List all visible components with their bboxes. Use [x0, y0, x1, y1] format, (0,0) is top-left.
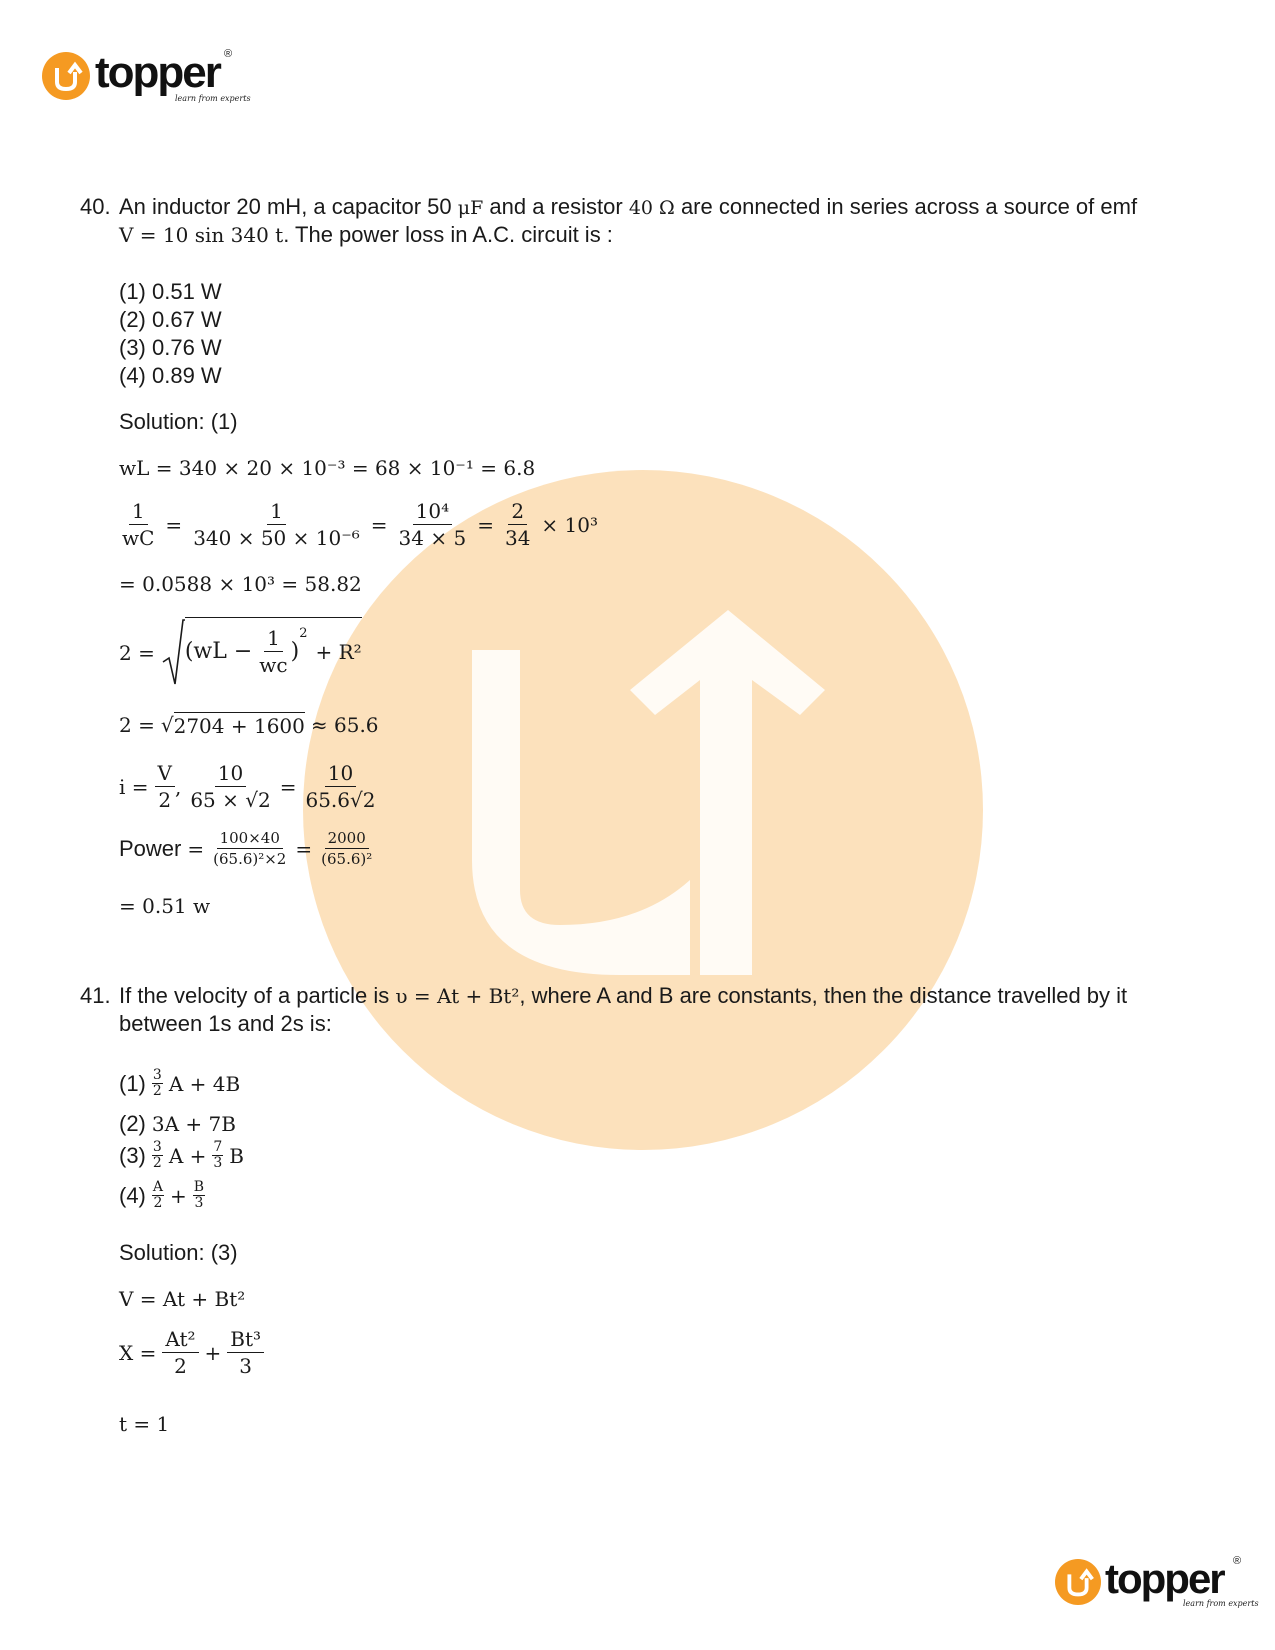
logo-reg-mark: ®	[224, 48, 233, 60]
q40-text-c: are connected in series across a source of emf	[680, 194, 1138, 219]
q41-step-velocity: V = At + Bt²	[119, 1287, 246, 1311]
q41-question-line2: between 1s and 2s is:	[119, 1011, 332, 1036]
footer-logo	[1055, 1555, 1265, 1615]
comma: ,	[174, 774, 182, 799]
sqrt-sign-icon	[161, 618, 185, 688]
frac-10-4: $\frac{\text{10⁴}}{34 \times 5}$	[398, 499, 467, 550]
sqrt-sign-small-icon: √	[160, 713, 174, 737]
q40-step-current	[119, 760, 378, 813]
impedance-value-lhs: 2 =	[119, 713, 155, 737]
q40-step-inductive-reactance: wL = 340 × 20 × 10⁻³ = 68 × 10⁻¹ = 6.8	[119, 456, 536, 480]
equals-sign: =	[370, 512, 388, 537]
frac-b-over-3: $\frac{B}{3}$	[193, 1179, 205, 1211]
q40-line2-text: . The power loss in A.C. circuit is :	[283, 222, 613, 247]
logo-tagline: learn from experts	[175, 94, 251, 103]
power-label: Power	[119, 835, 182, 861]
impedance-r-squared: + R²	[315, 639, 362, 664]
q40-unit-uf: μF	[457, 197, 484, 219]
q40-emf-equation: V = 10 sin 340 t	[119, 223, 284, 247]
option-label: (2)	[119, 1111, 146, 1136]
q41-option-3	[119, 1140, 244, 1171]
q40-step-power-result: = 0.51 w	[119, 894, 211, 918]
q40-option-1: (1) 0.51 W	[119, 279, 222, 304]
q40-text-b: and a resistor	[489, 194, 623, 219]
frac-power-1: $\frac{100\times 40}{\text{(65.6)²×2}}$	[213, 829, 287, 868]
watermark-circle	[303, 470, 983, 1150]
q41-number: 41.	[80, 983, 111, 1008]
frac-bt3-over-3: $\frac{\text{Bt³}}{3}$	[227, 1326, 264, 1379]
q41-step-displacement	[119, 1326, 264, 1379]
logo-badge	[42, 52, 90, 100]
q41-solution-label: Solution: (3)	[119, 1240, 238, 1265]
option-3-mid: A +	[168, 1143, 207, 1168]
footer-logo-reg-mark: ®	[1233, 1555, 1242, 1567]
q40-step-capacitive-reactance	[119, 498, 598, 551]
frac-10-over-65-6-root2: $\frac{10}{65.6√2}$	[305, 761, 376, 812]
q41-question-line1	[119, 983, 1127, 1009]
q40-step-impedance-formula	[119, 618, 362, 688]
frac-3-over-2: 3 2	[152, 1139, 162, 1171]
equals-sign: =	[165, 512, 183, 537]
q40-question-line1	[119, 194, 1137, 221]
frac-v-over-2: $\frac{V}{2}$	[155, 760, 175, 813]
option-3-tail: B	[229, 1143, 244, 1168]
footer-logo-badge	[1055, 1559, 1101, 1605]
option-1-tail: A + 4B	[168, 1071, 241, 1096]
q40-number: 40.	[80, 194, 111, 219]
frac-power-2: $\frac{2000}{\text{(65.6)²}}$	[321, 829, 373, 868]
q40-step-xc-value: = 0.0588 × 10³ = 58.82	[119, 572, 362, 596]
frac-3-over-2: 3 2	[152, 1067, 162, 1099]
times-10-cubed: × 10³	[541, 512, 599, 537]
footer-logo-u-arrow-icon	[1055, 1559, 1101, 1605]
frac-10-over-65-root2: $\frac{10}{65 \times √2}$	[190, 761, 271, 812]
header-logo	[40, 48, 260, 108]
q40-text-a: An inductor 20 mH, a capacitor 50	[119, 194, 452, 219]
equals-sign: =	[295, 836, 313, 861]
equals-sign: =	[279, 774, 297, 799]
q40-step-impedance-value	[119, 712, 379, 738]
footer-logo-wordmark: topper	[1105, 1555, 1224, 1602]
frac-7-over-3: $\frac{7}{3}$	[213, 1139, 223, 1171]
option-4-plus: +	[170, 1183, 187, 1208]
impedance-open-paren: (wL −	[184, 639, 253, 664]
impedance-exponent: 2	[299, 626, 308, 641]
option-label: (3)	[119, 1142, 146, 1168]
q40-question-line2	[119, 222, 613, 248]
logo-u-arrow-icon	[42, 52, 90, 100]
impedance-lhs: 2 =	[119, 641, 155, 665]
q40-option-2: (2) 0.67 W	[119, 307, 222, 332]
q41-velocity-equation: υ = At + Bt²	[395, 984, 520, 1008]
q41-text-b: , where A and B are constants, then the distance travelled by it	[519, 983, 1128, 1008]
impedance-close-paren: )	[290, 639, 300, 664]
q41-option-4	[119, 1180, 205, 1211]
displacement-lhs: X =	[119, 1340, 157, 1365]
impedance-approx: ≈ 65.6	[310, 713, 379, 737]
q40-option-3: (3) 0.76 W	[119, 335, 222, 360]
frac-capacitor-denominator: $\frac{1}{\text{340 × 50 × 10⁻⁶}}$	[193, 499, 360, 550]
radicand: 2704 + 1600	[173, 714, 305, 738]
q40-option-4: (4) 0.89 W	[119, 363, 222, 388]
frac-1-over-wc: $\frac{1}{wC}$	[122, 499, 155, 550]
equals-sign: =	[477, 512, 494, 537]
option-label: (4)	[119, 1182, 146, 1208]
q41-step-t-equals-1: t = 1	[119, 1412, 170, 1436]
footer-logo-tagline: learn from experts	[1183, 1599, 1259, 1608]
q41-option-2	[119, 1111, 236, 1137]
q40-resistance: 40 Ω	[628, 197, 675, 219]
q40-step-power	[119, 828, 375, 869]
frac-2-over-34: $\frac{2}{34}$	[504, 499, 531, 550]
equals-sign: =	[187, 836, 205, 861]
q40-solution-label: Solution: (1)	[119, 409, 238, 434]
logo-wordmark: topper	[95, 48, 220, 97]
frac-1-over-wc-inner: $\frac{1}{wc}$	[259, 626, 288, 677]
current-lhs: i =	[119, 774, 149, 799]
frac-a-over-2: A 2	[152, 1179, 164, 1211]
q41-option-1	[119, 1068, 240, 1099]
option-2-value: 3A + 7B	[151, 1112, 236, 1136]
option-label: (1)	[119, 1070, 146, 1096]
plus-sign: +	[204, 1340, 222, 1365]
frac-at2-over-2: $\frac{\text{At²}}{2}$	[162, 1326, 198, 1379]
q41-text-a: If the velocity of a particle is	[119, 983, 390, 1008]
